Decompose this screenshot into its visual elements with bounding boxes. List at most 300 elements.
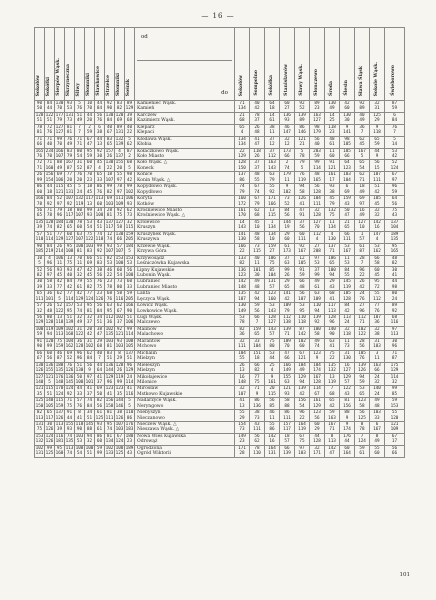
distance-cell [295,350,310,362]
distance-cell [340,350,355,362]
distance-value: 70 [86,172,93,178]
distance-cell [370,184,385,196]
distance-cell [75,196,85,208]
page-number: 101 [399,572,410,578]
distance-cell [95,148,105,160]
distance-cell [115,398,125,410]
distance-value: 131 [268,279,276,285]
distance-cell [325,243,340,255]
distance-value: 46 [56,350,63,356]
distance-value: 55 [391,410,398,416]
distance-value: 9 [255,391,259,397]
distance-value: 136 [65,374,74,380]
distance-value: 5 [78,184,81,190]
distance-value: 106 [55,255,64,261]
distance-cell [105,160,115,172]
distance-value: 147 [373,231,381,237]
distance-cell [55,410,65,422]
distance-value: 101 [85,379,94,385]
distance-cell [85,350,95,362]
distance-value: 141 [343,130,351,136]
distance-value: 57 [359,237,365,243]
distance-cell [45,208,55,220]
distance-value: 44 [374,148,380,154]
distance-value: 12 [106,231,113,237]
distance-cell [385,362,405,374]
distance-value: 30 [391,267,398,273]
distance-cell [340,422,355,434]
distance-value: 60 [299,344,305,350]
station-name: Kopydłowo [137,189,162,195]
distance-value: 119 [298,177,306,183]
distance-cell [105,326,115,338]
distance-value: 130 [115,231,124,237]
distance-cell [235,255,250,267]
distance-cell [250,219,265,231]
distance-value: 74 [66,451,73,457]
distance-value: 117 [65,213,74,219]
distance-cell [35,112,45,124]
distance-value: 166 [238,243,246,249]
distance-cell [105,303,115,315]
distance-value: 84 [106,118,113,124]
distance-cell [75,303,85,315]
distance-cell [325,172,340,184]
distance-cell [35,410,45,422]
distance-cell [65,243,75,255]
distance-cell [85,148,95,160]
table-row [35,374,405,386]
distance-value: 4 [330,231,334,237]
distance-value: 50 [96,391,103,397]
distance-value: 180 [125,433,134,439]
station-name: Kłodawa Wąsk. [137,136,172,142]
table-row [35,362,405,374]
distance-value: 155 [65,422,74,428]
distance-value: 53 [126,261,133,267]
distance-value: 126 [45,427,54,433]
distance-value: 66 [36,142,43,148]
distance-value: 78 [254,445,260,451]
distance-cell [295,243,310,255]
distance-value: 56 [284,213,290,219]
distance-value: 124 [115,439,124,445]
distance-cell [325,303,340,315]
distance-value: 129 [35,320,44,326]
distance-value: 19 [284,225,290,231]
distance-cell [115,184,125,196]
distance-value: 138 [105,160,114,166]
distance-value: 131 [35,451,44,457]
table-row [35,350,405,362]
distance-value: 175 [390,362,399,368]
distance-value: 64 [96,368,103,374]
distance-value: 18 [46,189,53,195]
right-column-header [355,28,370,101]
distance-value: 96 [56,213,63,219]
distance-cell [310,315,325,327]
distance-value: 99 [46,445,53,451]
distance-cell [55,374,65,386]
distance-cell [115,374,125,386]
distance-value: 60 [344,445,350,451]
distance-cell [125,433,135,445]
distance-cell [235,279,250,291]
distance-cell [235,338,250,350]
distance-value: 125 [45,451,54,457]
distance-value: 68 [329,291,335,297]
distance-cell [45,422,55,434]
distance-value: 60 [374,451,380,457]
distance-value: 22 [299,415,305,421]
distance-value: 119 [45,326,54,332]
distance-value: 111 [343,237,351,243]
distance-value: 5 [128,398,131,404]
station-name: Ogrodzona [137,445,162,451]
distance-value: 168 [65,332,74,338]
station-name: Ogród Wiktorii [137,451,172,457]
distance-cell [310,303,325,315]
distance-value: 111 [373,177,381,183]
distance-cell [370,350,385,362]
distance-value: 189 [125,445,134,451]
distance-value: 84 [86,403,93,409]
distance-value: 31 [344,350,350,356]
distance-cell [355,326,370,338]
distance-value: 34 [86,410,93,416]
distance-cell [325,291,340,303]
distance-cell [235,219,250,231]
distance-cell [125,303,135,315]
distance-value: 166 [268,201,276,207]
distance-value: 107 [373,172,381,178]
distance-value: 49 [374,398,380,404]
distance-cell [55,136,65,148]
distance-value: 18 [269,106,275,112]
distance-value: 67 [299,350,305,356]
distance-value: 117 [105,225,114,231]
distance-value: 44 [96,136,103,142]
station-name: Neryngowo [137,403,164,409]
distance-value: 92 [299,243,305,249]
distance-value: 163 [313,112,321,118]
distance-value: 96 [391,184,398,190]
distance-cell [45,398,55,410]
distance-value: 109 [313,296,321,302]
right-column-header [280,28,295,101]
distance-value: 26 [239,362,245,368]
distance-cell [95,112,105,124]
distance-value: 88 [344,410,350,416]
distance-value: 22 [359,272,365,278]
distance-cell [105,350,115,362]
distance-value: 130 [75,368,84,374]
distance-value: 93 [284,391,290,397]
distance-cell [250,172,265,184]
distance-value: 48 [299,284,305,290]
distance-value: 121 [298,136,306,142]
distance-value: 52 [299,106,305,112]
distance-value: 132 [328,208,336,214]
distance-value: 82 [96,398,103,404]
distance-value: 135 [105,332,114,338]
distance-value: 32 [239,338,245,344]
distance-value: 130 [238,303,246,309]
distance-value: 81 [66,130,73,136]
right-column-label: Stanisławów [283,64,289,96]
distance-value: 76 [374,308,380,314]
distance-value: 37 [86,391,93,397]
distance-value: 5 [360,154,364,159]
distance-value: 29 [329,279,335,285]
distance-cell [385,219,405,231]
distance-value: 130 [238,237,246,243]
distance-value: 129 [105,374,114,380]
distance-cell [105,398,115,410]
distance-value: 80 [116,284,123,290]
distance-value: 43 [344,201,350,207]
distance-value: 99 [106,184,113,190]
distance-value: 31 [76,326,83,332]
distance-value: 47 [76,267,83,273]
distance-value: 143 [268,308,276,314]
distance-value: 68 [126,160,133,166]
distance-cell [280,136,295,148]
distance-value: 122 [75,332,84,338]
distance-cell [115,112,125,124]
distance-cell [105,208,115,220]
distance-value: 132 [35,439,44,445]
distance-value: 136 [238,267,246,273]
distance-value: 84 [344,267,350,273]
distance-value: 27 [314,243,320,249]
distance-value: 97 [299,445,305,451]
distance-cell [310,231,325,243]
table-row [35,422,405,434]
distance-value: 23 [86,177,93,183]
distance-cell [310,101,325,113]
station-name: Nieszawa Wąsk. △ [137,427,180,433]
distance-value: 107 [373,315,381,321]
distance-cell [75,315,85,327]
distance-value: 121 [115,332,124,338]
distance-value: 20 [86,118,93,124]
distance-value: 89 [299,118,305,124]
distance-value: 113 [55,422,64,428]
distance-value: 28 [359,255,365,261]
distance-value: 165 [313,177,321,183]
distance-value: 145 [85,422,94,428]
distance-value: 176 [343,433,351,439]
distance-value: 125 [373,112,381,118]
table-row [35,326,405,338]
distance-value: 166 [283,362,291,368]
station-name: Kruszyn [137,225,156,231]
distance-cell [325,124,340,136]
distance-value: 49 [374,439,380,445]
station-name-cell [135,338,235,350]
distance-value: 95 [106,422,113,428]
distance-cell [250,267,265,279]
distance-value: 121 [298,356,306,362]
distance-value: 60 [284,237,290,243]
distance-value: 153 [115,255,124,261]
table-body [35,101,405,458]
distance-cell [35,101,45,113]
table-row [35,338,405,350]
distance-value: 49 [329,106,335,112]
distance-cell [325,219,340,231]
distance-value: 56 [269,398,275,404]
distance-value: 160 [268,296,276,302]
station-name-cell [135,231,235,243]
distance-value: 62 [116,303,123,309]
distance-value: 105 [343,148,351,154]
distance-value: 131 [35,422,44,428]
distance-cell [250,196,265,208]
distance-cell [325,208,340,220]
distance-value: 83 [86,249,93,255]
station-name: Łęczyca Wąsk. [137,296,171,302]
page-header-number: — 16 — [201,12,235,20]
station-name-cell [135,172,235,184]
from-label: od [141,34,148,40]
distance-cell [45,433,55,445]
distance-value: 100 [328,267,336,273]
distance-cell [340,184,355,196]
distance-value: 26 [359,279,365,285]
distance-value: 26 [254,154,260,159]
distance-value: 103 [85,243,94,249]
distance-value: 29 [314,427,320,433]
station-name: Kleparz [137,124,155,130]
distance-cell [115,255,125,267]
distance-value: 44 [269,356,275,362]
distance-value: 27 [269,249,275,255]
distance-cell [125,338,135,350]
distance-cell [35,433,45,445]
distance-cell [115,291,125,303]
distance-value: 47 [344,213,350,219]
distance-value: 78 [299,154,305,159]
distance-value: 185 [35,249,44,255]
distance-cell [310,184,325,196]
distance-cell [370,362,385,374]
distance-value: 176 [125,422,134,428]
distance-value: 112 [268,154,276,159]
distance-value: 44 [76,386,83,392]
distance-value: 69 [344,189,350,195]
station-name: Marantów [137,338,161,344]
distance-value: 97 [391,177,398,183]
distance-value: 55 [374,445,380,451]
distance-cell [235,243,250,255]
distance-value: 105 [343,142,351,148]
distance-value: 49 [56,165,63,171]
distance-value: 122 [343,386,351,392]
distance-value: 89 [126,101,133,107]
distance-value: 60 [96,201,103,207]
distance-cell [115,445,125,457]
distance-value: 68 [106,291,113,297]
distance-value: 118 [373,130,381,136]
distance-cell [310,326,325,338]
distance-value: 32 [86,439,93,445]
distance-value: 56 [314,415,320,421]
distance-cell [55,243,65,255]
distance-value: 146 [298,130,306,136]
distance-cell [295,279,310,291]
distance-value: 127 [343,368,351,374]
distance-cell [310,219,325,231]
distance-value: 5 [38,261,41,267]
distance-cell [355,445,370,457]
distance-value: 66 [374,255,380,261]
distance-value: 51 [86,451,93,457]
distance-cell [75,208,85,220]
distance-value: 157 [105,148,114,154]
distance-value: 153 [35,433,44,439]
distance-cell [235,398,250,410]
distance-cell [235,101,250,113]
distance-value: 77 [86,291,93,297]
distance-cell [75,338,85,350]
distance-value: 38 [96,130,103,136]
distance-value: 32 [76,315,83,321]
station-name: Nadarzyce Wąsk. [137,398,177,404]
distance-value: 107 [75,213,84,219]
distance-value: 69 [96,386,103,392]
distance-value: 51 [36,118,43,124]
distance-value: 76 [46,130,53,136]
distance-value: 23 [329,130,335,136]
distance-value: 134 [328,225,336,231]
distance-value: 42 [284,296,290,302]
distance-cell [370,112,385,124]
distance-cell [85,136,95,148]
distance-value: 59 [359,379,365,385]
distance-value: 68 [329,391,335,397]
distance-value: 135 [35,219,44,225]
distance-value: 159 [125,231,134,237]
distance-cell [265,338,280,350]
distance-cell [280,196,295,208]
distance-value: 162 [373,249,381,255]
distance-value: 22 [239,249,245,255]
distance-value: 117 [85,196,94,202]
distance-cell [105,374,115,386]
distance-value: 38 [254,410,260,416]
distance-cell [55,279,65,291]
distance-value: 5 [128,249,131,255]
distance-value: 60 [329,154,335,159]
distance-value: 63 [329,338,335,344]
distance-cell [370,136,385,148]
distance-value: 13 [239,368,245,374]
distance-value: 92 [391,308,398,314]
distance-cell [115,231,125,243]
distance-value: 89 [359,106,365,112]
distance-value: 92 [314,320,320,326]
distance-cell [35,386,45,398]
distance-value: 116 [55,433,64,439]
distance-value: 130 [328,237,336,243]
distance-value: 93 [106,243,113,249]
distance-cell [340,398,355,410]
distance-cell [125,362,135,374]
distance-value: 104 [268,272,276,278]
table-row [35,315,405,327]
